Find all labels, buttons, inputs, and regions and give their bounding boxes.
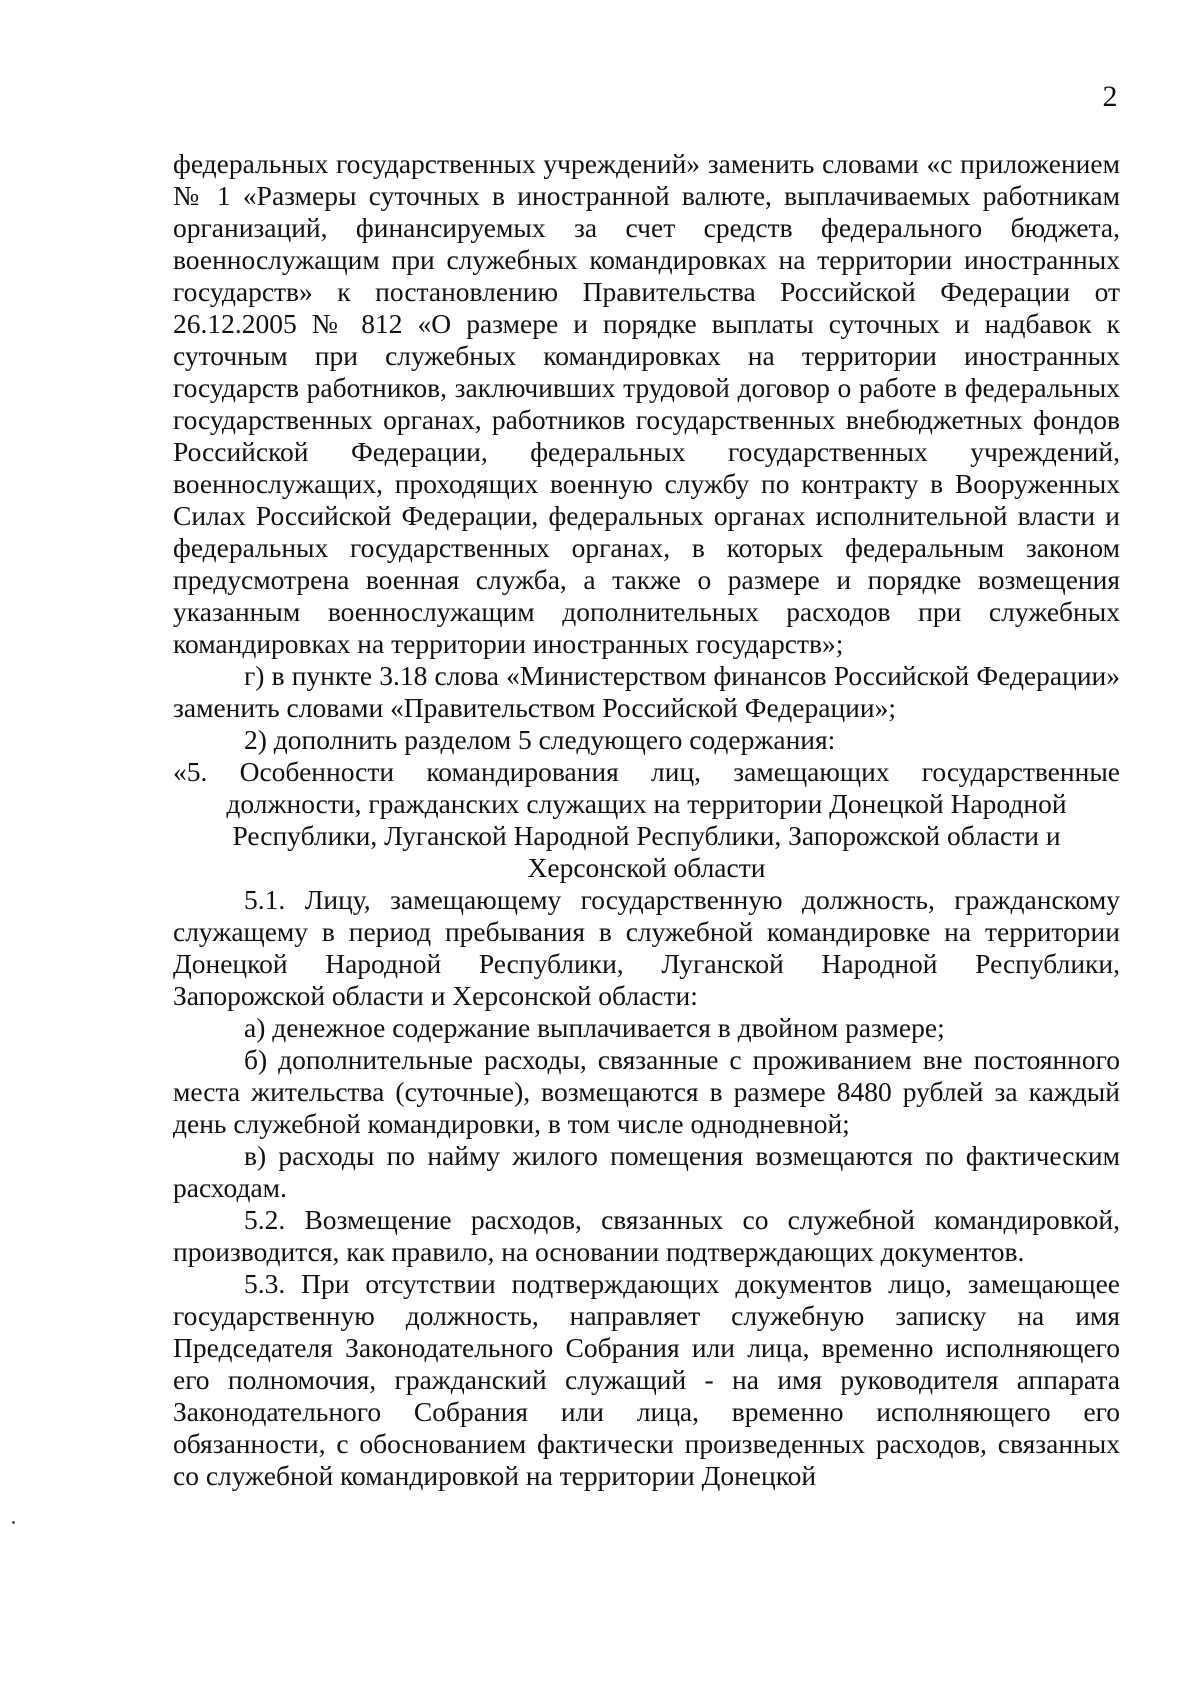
paragraph-item-g: г) в пункте 3.18 слова «Министерством финансов Российской Федерации» заменить словами «Правительством Российской Федерации»; [173, 660, 1120, 723]
section-5-heading-line: «5. Особенности командирования лиц, замещающих государственные [173, 756, 1120, 787]
scan-speck [12, 1521, 15, 1524]
paragraph-5-1-a: а) денежное содержание выплачивается в двойном размере; [244, 1012, 945, 1043]
page-number: 2 [1102, 80, 1118, 113]
section-5-heading [173, 756, 1120, 884]
paragraph-item-2: 2) дополнить разделом 5 следующего содержания: [244, 724, 836, 755]
section-5-heading-line: должности, гражданских служащих на территории Донецкой Народной [226, 788, 1067, 819]
paragraph-5-1-b: б) дополнительные расходы, связанные с проживанием вне постоянного места жительства (суточные), возмещаются в размере 8480 рублей за каждый день служебной командировки, в том числе однодневной; [173, 1044, 1120, 1139]
paragraph-5-2: 5.2. Возмещение расходов, связанных со служебной командировкой, производится, как правило, на основании подтверждающих документов. [173, 1204, 1120, 1267]
paragraph-5-1-v: в) расходы по найму жилого помещения возмещаются по фактическим расходам. [173, 1140, 1120, 1203]
section-5-heading-line: Херсонской области [527, 852, 766, 883]
paragraph-continuation: федеральных государственных учреждений» заменить словами «с приложением № 1 «Размеры суточных в иностранной валюте, выплачиваемых работникам организаций, финансируемых за счет средств федерального бюджета, военнослужащим при служебных командировках на территории иностранных государств» к постановлению Правительства Российской Федерации от 26.12.2005 № 812 «О размере и порядке выплаты суточных и надбавок к суточным при служебных командировках на территории иностранных государств работников, заключивших трудовой договор о работе в федеральных государственных органах, работников государственных внебюджетных фондов Российской Федерации, федеральных государственных учреждений, военнослужащих, проходящих военную службу по контракту в Вооруженных Силах Российской Федерации, федеральных органах исполнительной власти и федеральных государственных органах, в которых федеральным законом предусмотрена военная служба, а также о размере и порядке возмещения указанным военнослужащим дополнительных расходов при служебных командировках на территории иностранных государств»; [173, 148, 1120, 659]
paragraph-5-1: 5.1. Лицу, замещающему государственную должность, гражданскому служащему в период пребывания в служебной командировке на территории Донецкой Народной Республики, Луганской Народной Республики, Запорожской области и Херсонской области: [173, 884, 1120, 1011]
document-body [173, 148, 1120, 1492]
section-5-heading-line: Республики, Луганской Народной Республики, Запорожской области и [232, 820, 1061, 851]
paragraph-5-3: 5.3. При отсутствии подтверждающих документов лицо, замещающее государственную должность, направляет служебную записку на имя Председателя Законодательного Собрания или лица, временно исполняющего его полномочия, гражданский служащий - на имя руководителя аппарата Законодательного Собрания или лица, временно исполняющего его обязанности, с обоснованием фактически произведенных расходов, связанных со служебной командировкой на территории Донецкой [173, 1268, 1120, 1491]
